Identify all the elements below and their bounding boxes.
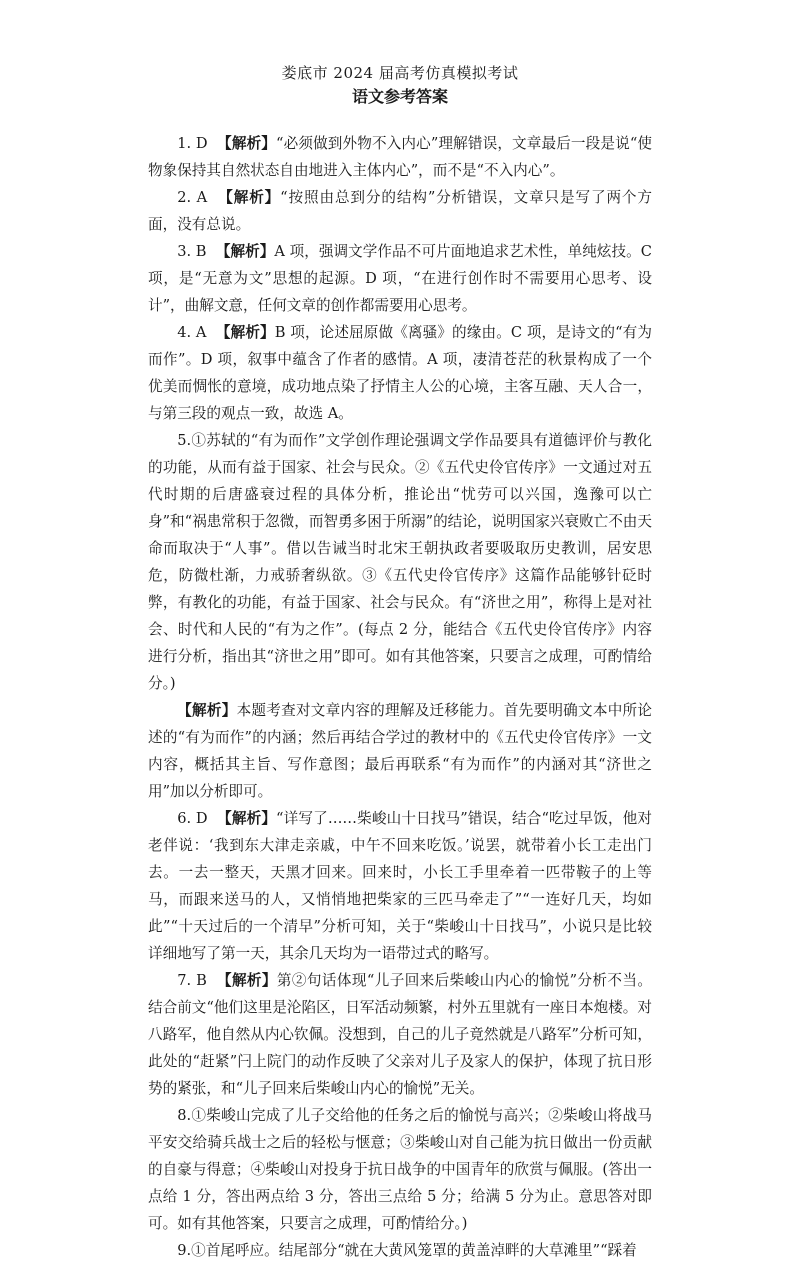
- item-number: 9.: [177, 1242, 192, 1259]
- item-text: ①柴峻山完成了儿子交给他的任务之后的愉悦与高兴；②柴峻山将战马平安交给骑兵战士之后的轻松与惬意；③柴峻山对自己能为抗日做出一份贡献的自豪与得意；④柴峻山对投身于抗日战争的中国青年的欣赏与佩服。(答出一点给 1 分，答出两点给 3 分，答出三点给 5 分；给满 5 分为止。意思答对即可。如有其他答案，只要言之成理，可酌情给分。): [148, 1107, 652, 1232]
- item-number: 6. D: [177, 810, 208, 827]
- item-tag: 【解析】: [215, 243, 275, 260]
- item-tag: 【解析】: [217, 810, 277, 827]
- answer-item: [148, 427, 652, 697]
- answer-item: [148, 238, 652, 319]
- item-number: 1. D: [177, 135, 208, 152]
- item-tag: 【解析】: [177, 702, 237, 719]
- item-text: ①首尾呼应。结尾部分“就在大黄风笼罩的黄盖淖畔的大草滩里”“踩着: [191, 1242, 637, 1259]
- item-tag: 【解析】: [217, 135, 277, 152]
- page-subtitle: 语文参考答案: [351, 87, 448, 106]
- item-text: ①苏轼的“有为而作”文学创作理论强调文学作品要具有道德评价与教化的功能，从而有益于国家、社会与民众。②《五代史伶官传序》一文通过对五代时期的后唐盛衰过程的具体分析，推论出“忧劳可以兴国，逸豫可以亡身”和“祸患常积于忽微，而智勇多困于所溺”的结论，说明国家兴衰败亡不由天命而取决于“人事”。借以告诫当时北宋王朝执政者要吸取历史教训，居安思危，防微杜渐，力戒骄奢纵欲。③《五代史伶官传序》这篇作品能够针砭时弊，有教化的功能，有益于国家、社会与民众。有“济世之用”，称得上是对社会、时代和人民的“有为之作”。(每点 2 分，能结合《五代史伶官传序》内容进行分析，指出其“济世之用”即可。如有其他答案，只要言之成理，可酌情给分。): [148, 432, 652, 692]
- item-number: 2. A: [177, 189, 208, 206]
- answer-item: [148, 805, 652, 967]
- item-tag: 【解析】: [215, 324, 275, 341]
- item-number: 8.: [177, 1107, 192, 1124]
- item-text: 第②句话体现“儿子回来后柴峻山内心的愉悦”分析不当。结合前文“他们这里是沦陷区，日军活动频繁，村外五里就有一座日本炮楼。对八路军，他自然从内心钦佩。没想到，自己的儿子竟然就是八路军”分析可知，此处的“赶紧”闩上院门的动作反映了父亲对儿子及家人的保护，体现了抗日形势的紧张，和“儿子回来后柴峻山内心的愉悦”无关。: [148, 972, 652, 1097]
- answer-item: [148, 1237, 652, 1264]
- answer-item: [148, 967, 652, 1102]
- item-text: “必须做到外物不入内心”理解错误，文章最后一段是说“使物象保持其自然状态自由地进入主体内心”，而不是“不入内心”。: [148, 135, 653, 179]
- answer-item: [148, 1102, 652, 1237]
- item-number: 5.: [177, 432, 192, 449]
- item-text: A 项，强调文学作品不可片面地追求艺术性，单纯炫技。C 项，是“无意为文”思想的起源。D 项，“在进行创作时不需要用心思考、设计”，曲解文意，任何文章的创作都需要用心思考。: [148, 243, 652, 314]
- answer-list: [148, 130, 652, 1264]
- item-number: 7. B: [177, 972, 207, 989]
- page-title: 娄底市 2024 届高考仿真模拟考试: [281, 64, 519, 82]
- analysis-item: [148, 697, 652, 805]
- item-tag: 【解析】: [218, 189, 281, 206]
- item-text: “详写了……柴峻山十日找马”错误，结合“吃过早饭，他对老伴说：‘我到东大津走亲戚，中午不回来吃饭。’说罢，就带着小长工走出门去。一去一整天，天黑才回来。回来时，小长工手里牵着一匹带鞍子的上等马，而跟来送马的人，又悄悄地把柴家的三匹马牵走了”“一连好几天，均如此”“十天过后的一个清早”分析可知，关于“柴峻山十日找马”，小说只是比较详细地写了第一天，其余几天均为一语带过式的略写。: [148, 810, 652, 962]
- item-tag: 【解析】: [216, 972, 277, 989]
- answer-item: [148, 319, 652, 427]
- item-text: 本题考查对文章内容的理解及迁移能力。首先要明确文本中所论述的“有为而作”的内涵；然后再结合学过的教材中的《五代史伶官传序》一文内容，概括其主旨、写作意图；最后再联系“有为而作”的内涵对其“济世之用”加以分析即可。: [148, 702, 652, 800]
- answer-item: [148, 130, 652, 184]
- answer-item: [148, 184, 652, 238]
- item-number: 3. B: [177, 243, 207, 260]
- item-number: 4. A: [177, 324, 207, 341]
- item-text: B 项，论述屈原做《离骚》的缘由。C 项，是诗文的“有为而作”。D 项，叙事中蕴含了作者的感情。A 项，凄清苍茫的秋景构成了一个优美而惆怅的意境，成功地点染了抒情主人公的心境，主客互融、天人合一，与第三段的观点一致，故选 A。: [148, 324, 652, 422]
- item-text: “按照由总到分的结构”分析错误，文章只是写了两个方面，没有总说。: [148, 189, 652, 233]
